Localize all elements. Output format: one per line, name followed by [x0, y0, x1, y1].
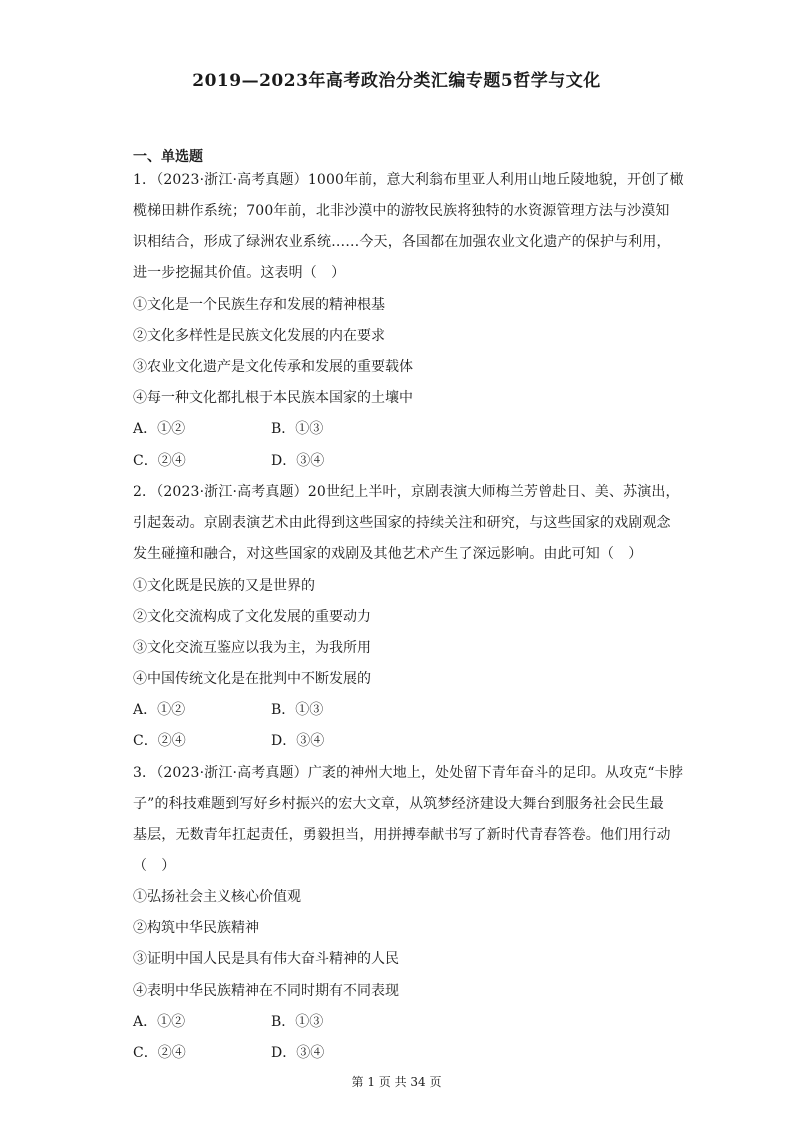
question-2-item: ③文化交流互鉴应以我为主，为我所用 [133, 640, 371, 656]
question-3-stem-line: 基层，无数青年扛起责任，勇毅担当，用拼搏奉献书写了新时代青春答卷。他们用行动 [133, 827, 671, 843]
question-3-stem-line: （ ） [133, 858, 176, 874]
question-3-item: ①弘扬社会主义核心价值观 [133, 889, 301, 905]
question-3-stem-line: 子”的科技难题到写好乡村振兴的宏大文章，从筑梦经济建设大舞台到服务社会民生最 [133, 796, 664, 812]
question-3-option-a: A．①② [133, 1014, 186, 1030]
question-3-item: ③证明中国人民是具有伟大奋斗精神的人民 [133, 951, 399, 967]
question-1-option-a: A．①② [133, 421, 186, 437]
question-1-item: ①文化是一个民族生存和发展的精神根基 [133, 297, 385, 313]
question-1-item: ④每一种文化都扎根于本民族本国家的土壤中 [133, 390, 413, 406]
question-1-stem-line: 榄梯田耕作系统；700年前，北非沙漠中的游牧民族将独特的水资源管理方法与沙漠知 [133, 203, 670, 219]
question-2-stem-line: 引起轰动。京剧表演艺术由此得到这些国家的持续关注和研究，与这些国家的戏剧观念 [133, 515, 671, 531]
question-1-stem-line: 进一步挖掘其价值。这表明（ ） [133, 265, 346, 281]
document-title: 2019—2023年高考政治分类汇编专题5哲学与文化 [192, 71, 601, 91]
question-1-stem-line: 识相结合，形成了绿洲农业系统……今天，各国都在加强农业文化遗产的保护与利用， [133, 234, 671, 250]
question-3-stem-line: 3．（2023·浙江·高考真题）广袤的神州大地上，处处留下青年奋斗的足印。从攻克“卡脖 [133, 765, 684, 781]
question-2-option-b: B．①③ [271, 702, 324, 718]
question-1-option-c: C．②④ [133, 453, 186, 469]
section-heading: 一、单选题 [133, 149, 203, 165]
question-2-item: ①文化既是民族的又是世界的 [133, 578, 315, 594]
page-footer: 第 1 页 共 34 页 [351, 1075, 442, 1089]
question-1-option-b: B．①③ [271, 421, 324, 437]
question-1-item: ②文化多样性是民族文化发展的内在要求 [133, 328, 385, 344]
question-2-option-a: A．①② [133, 702, 186, 718]
question-3-option-c: C．②④ [133, 1045, 186, 1061]
question-2-item: ④中国传统文化是在批判中不断发展的 [133, 671, 371, 687]
question-2-option-c: C．②④ [133, 733, 186, 749]
question-3-item: ④表明中华民族精神在不同时期有不同表现 [133, 983, 399, 999]
question-1-stem-line: 1．（2023·浙江·高考真题）1000年前，意大利翁布里亚人利用山地丘陵地貌，开创了橄 [133, 172, 684, 188]
question-3-item: ②构筑中华民族精神 [133, 920, 259, 936]
question-3-option-b: B．①③ [271, 1014, 324, 1030]
question-2-stem-line: 2．（2023·浙江·高考真题）20世纪上半叶，京剧表演大师梅兰芳曾赴日、美、苏演出， [133, 484, 680, 500]
question-1-option-d: D．③④ [271, 453, 325, 469]
question-2-stem-line: 发生碰撞和融合，对这些国家的戏剧及其他艺术产生了深远影响。由此可知（ ） [133, 546, 643, 562]
question-3-option-d: D．③④ [271, 1045, 325, 1061]
question-2-item: ②文化交流构成了文化发展的重要动力 [133, 609, 371, 625]
question-1-item: ③农业文化遗产是文化传承和发展的重要载体 [133, 359, 413, 375]
question-2-option-d: D．③④ [271, 733, 325, 749]
